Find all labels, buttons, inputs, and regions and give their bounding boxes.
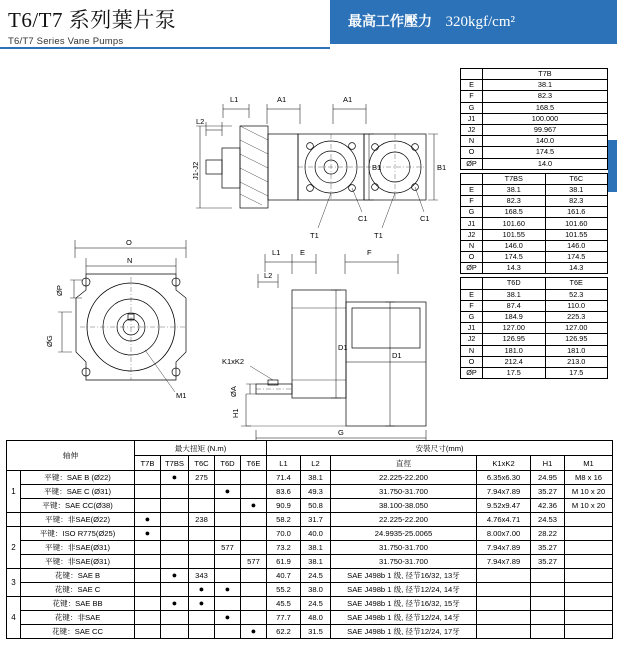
row-t7bs: ● [161,569,189,583]
svg-text:K1xK2: K1xK2 [222,357,245,366]
row-t6d [215,597,241,611]
th-mount: 安裝尺寸(mm) [267,441,613,456]
row-h1 [531,611,565,625]
row-dia: SAE J498b 1 级, 径节12/24, 14牙 [331,611,477,625]
table-row [7,499,613,513]
spec-row-label: ØP [461,263,483,274]
row-m1: M8 x 16 [565,471,613,485]
row-t6c [189,499,215,513]
svg-text:G: G [338,428,344,437]
spec-cell: 52.3 [545,289,608,300]
row-t7b: ● [135,513,161,527]
spec-row-label: E [461,289,483,300]
row-l1: 90.9 [267,499,301,513]
spec-cell: 161.6 [545,207,608,218]
row-group [7,513,21,527]
row-dia: 22.225-22.200 [331,471,477,485]
row-t7b [135,471,161,485]
row-m1 [565,569,613,583]
row-l2: 50.8 [301,499,331,513]
spec-row-label: G [461,102,483,113]
spec-row-label: N [461,136,483,147]
row-dia: SAE J498b 1 级, 径节12/24, 17牙 [331,625,477,639]
row-t7bs [161,499,189,513]
table-row [7,527,613,541]
row-l2: 24.5 [301,569,331,583]
svg-text:D1: D1 [392,351,402,360]
row-l1: 45.5 [267,597,301,611]
table-row [7,541,613,555]
row-dia: SAE J498b 1 级, 径节16/32, 15牙 [331,597,477,611]
svg-text:L1: L1 [272,248,281,257]
spec-cell: 146.0 [483,240,546,251]
row-t6e: 577 [241,555,267,569]
row-t6e: ● [241,625,267,639]
row-h1 [531,583,565,597]
row-dia: 31.750-31.700 [331,541,477,555]
row-t7bs [161,583,189,597]
row-l1: 70.0 [267,527,301,541]
side-tab-marker [608,140,617,192]
spec-cell: 181.0 [545,345,608,356]
spec-cell: 126.95 [483,334,546,345]
row-m1 [565,527,613,541]
row-t6d: 577 [215,541,241,555]
spec-cell: 101.55 [483,229,546,240]
table-row [7,569,613,583]
spec-row-label: J2 [461,334,483,345]
th-torque: 最大扭矩 (N.m) [135,441,267,456]
svg-text:B1: B1 [437,163,447,172]
spec-cell: 14.3 [483,263,546,274]
row-t7bs [161,527,189,541]
svg-text:A1: A1 [343,95,353,104]
row-m1: M 10 x 20 [565,499,613,513]
row-l2: 48.0 [301,611,331,625]
spec-cell: 225.3 [545,311,608,322]
spec-cell: 184.9 [483,311,546,322]
row-l2: 38.1 [301,555,331,569]
row-group: 3 [7,569,21,597]
row-h1: 24.95 [531,471,565,485]
row-k [477,583,531,597]
row-k: 4.76x4.71 [477,513,531,527]
spec-cell: 38.1 [483,80,608,91]
row-l1: 73.2 [267,541,301,555]
th-model-t6e: T6E [241,456,267,471]
svg-text:N: N [127,256,133,265]
svg-text:D1: D1 [338,343,348,352]
row-t6e [241,471,267,485]
row-k: 8.00x7.00 [477,527,531,541]
spec-header-blank [461,69,483,80]
svg-text:T1: T1 [374,231,383,240]
row-t6d [215,499,241,513]
th-dim-l1: L1 [267,456,301,471]
row-l1: 55.2 [267,583,301,597]
row-t6e [241,569,267,583]
row-t7bs [161,611,189,625]
row-t7bs [161,513,189,527]
spec-cell: 212.4 [483,356,546,367]
row-m1 [565,583,613,597]
row-k: 7.94x7.89 [477,541,531,555]
svg-text:H1: H1 [231,408,240,418]
row-l2: 38.0 [301,583,331,597]
spec-cell: 126.95 [545,334,608,345]
row-dia: 31.750-31.700 [331,555,477,569]
row-m1 [565,513,613,527]
row-t6c: ● [189,583,215,597]
row-l2: 38.1 [301,541,331,555]
th-dim-k: K1xK2 [477,456,531,471]
th-dim-h1: H1 [531,456,565,471]
spec-row-label: G [461,207,483,218]
svg-text:T1: T1 [310,231,319,240]
row-t6d [215,527,241,541]
row-l2: 49.3 [301,485,331,499]
row-t6d: ● [215,611,241,625]
spec-row-label: O [461,252,483,263]
row-h1: 42.36 [531,499,565,513]
row-t7b [135,611,161,625]
row-l2: 40.0 [301,527,331,541]
row-t6c: 275 [189,471,215,485]
row-h1: 28.22 [531,527,565,541]
svg-text:C1: C1 [358,214,368,223]
row-t7b [135,625,161,639]
row-t6c: ● [189,597,215,611]
pressure-banner [330,0,617,44]
spec-cell: 181.0 [483,345,546,356]
spec-table-t6d-t6e [460,277,608,379]
spec-row-label: F [461,300,483,311]
row-dia: SAE J498b 1 级, 径节16/32, 13牙 [331,569,477,583]
spec-cell: 82.3 [483,91,608,102]
spec-header-t7b: T7B [483,69,608,80]
spec-header-blank [461,278,483,289]
spec-cell: 101.60 [545,218,608,229]
table-row [7,513,613,527]
row-t6e [241,597,267,611]
row-l1: 40.7 [267,569,301,583]
row-h1 [531,597,565,611]
spec-cell: 146.0 [545,240,608,251]
table-row [7,597,613,611]
row-m1 [565,625,613,639]
spec-cell: 14.0 [483,158,608,169]
row-k: 7.94x7.89 [477,555,531,569]
row-group: 4 [7,597,21,639]
row-k [477,625,531,639]
spec-row-label: ØP [461,367,483,378]
table-row [7,471,613,485]
pressure-value: 320kgf/cm² [445,14,515,30]
spec-row-label: J1 [461,218,483,229]
row-shaft: 花键：SAE B [21,569,135,583]
row-t6c [189,541,215,555]
svg-text:L1: L1 [230,95,239,104]
spec-header-blank [461,173,483,184]
spec-cell: 14.3 [545,263,608,274]
svg-text:J1-J2: J1-J2 [191,161,200,180]
row-t6e [241,527,267,541]
row-t6c [189,527,215,541]
row-shaft: 平键：SAE C (Ø31) [21,485,135,499]
spec-cell: 174.5 [483,252,546,263]
spec-cell: 174.5 [483,147,608,158]
spec-cell: 127.00 [545,323,608,334]
row-shaft: 花键：SAE BB [21,597,135,611]
row-t6d [215,471,241,485]
spec-row-label: ØP [461,158,483,169]
row-t7b [135,485,161,499]
spec-cell: 168.5 [483,102,608,113]
row-l1: 62.2 [267,625,301,639]
table-row [7,611,613,625]
row-t7b [135,499,161,513]
svg-text:ØA: ØA [229,386,238,397]
page-header [0,0,617,52]
svg-text:B1: B1 [372,163,382,172]
row-l1: 71.4 [267,471,301,485]
row-t7b [135,583,161,597]
row-shaft: 平键：SAE CC(Ø38) [21,499,135,513]
header-titles [8,4,176,47]
svg-text:O: O [126,238,132,247]
row-t7bs [161,541,189,555]
spec-cell: 110.0 [545,300,608,311]
row-shaft: 花键：非SAE [21,611,135,625]
row-k: 6.35x6.30 [477,471,531,485]
row-shaft: 花键：SAE CC [21,625,135,639]
row-t7bs [161,485,189,499]
row-t7bs: ● [161,471,189,485]
table-row [7,485,613,499]
svg-text:M1: M1 [176,391,187,400]
th-model-t6c: T6C [189,456,215,471]
row-t6c: 343 [189,569,215,583]
spec-row-label: O [461,356,483,367]
spec-row-label: N [461,345,483,356]
row-t6e: ● [241,499,267,513]
spec-cell: 127.00 [483,323,546,334]
row-t7bs [161,555,189,569]
row-t6d: ● [215,583,241,597]
pressure-label: 最高工作壓力 [348,15,432,30]
row-shaft: 平键：SAE B (Ø22) [21,471,135,485]
spec-row-label: J2 [461,124,483,135]
spec-cell: 82.3 [483,196,546,207]
row-h1: 24.53 [531,513,565,527]
th-model-t7bs: T7BS [161,456,189,471]
th-model-t7b: T7B [135,456,161,471]
row-t6e [241,583,267,597]
th-shaft: 轴伸 [7,441,135,471]
row-t7b [135,597,161,611]
row-h1: 35.27 [531,485,565,499]
spec-cell: 99.967 [483,124,608,135]
row-shaft: 平键：非SAE(Ø22) [21,513,135,527]
spec-cell: 17.5 [545,367,608,378]
spec-row-label: J2 [461,229,483,240]
spec-header-t7bs: T7BS [483,173,546,184]
row-shaft: 平键：ISO R775(Ø25) [21,527,135,541]
table-row [7,583,613,597]
row-m1 [565,611,613,625]
row-group: 1 [7,471,21,513]
row-k [477,597,531,611]
row-m1: M 10 x 20 [565,485,613,499]
row-m1 [565,541,613,555]
spec-row-label: E [461,184,483,195]
page-subtitle: T6/T7 Series Vane Pumps [8,36,124,47]
row-h1 [531,569,565,583]
row-dia: 38.100-38.050 [331,499,477,513]
row-t6c [189,555,215,569]
spec-row-label: N [461,240,483,251]
spec-row-label: F [461,91,483,102]
row-dia: 24.9935-25.0065 [331,527,477,541]
row-h1 [531,625,565,639]
row-t7b [135,569,161,583]
svg-text:A1: A1 [277,95,287,104]
row-k [477,611,531,625]
th-dim-m1: M1 [565,456,613,471]
row-t6e [241,611,267,625]
spec-cell: 140.0 [483,136,608,147]
th-dim-l2: L2 [301,456,331,471]
row-shaft: 平键：非SAE(Ø31) [21,541,135,555]
row-t7bs [161,625,189,639]
spec-header-t6c: T6C [545,173,608,184]
row-shaft: 花键：SAE C [21,583,135,597]
spec-row-label: F [461,196,483,207]
row-t6d: ● [215,485,241,499]
header-divider [0,47,330,49]
row-l2: 24.5 [301,597,331,611]
th-model-t6d: T6D [215,456,241,471]
row-l1: 61.9 [267,555,301,569]
shaft-options-table [6,440,612,639]
spec-cell: 213.0 [545,356,608,367]
row-t7b [135,541,161,555]
spec-header-t6d: T6D [483,278,546,289]
row-t6c [189,625,215,639]
spec-table-t7bs-t6c [460,173,608,275]
row-k [477,569,531,583]
row-l2: 31.5 [301,625,331,639]
svg-text:ØG: ØG [45,335,54,347]
row-l1: 58.2 [267,513,301,527]
spec-row-label: J1 [461,323,483,334]
row-t6c [189,485,215,499]
th-dim-dia: 直徑 [331,456,477,471]
spec-table-t7b [460,68,608,170]
spec-cell: 168.5 [483,207,546,218]
svg-text:F: F [367,248,372,257]
spec-row-label: O [461,147,483,158]
spec-cell: 38.1 [483,289,546,300]
spec-cell: 100.000 [483,113,608,124]
row-dia: SAE J498b 1 级, 径节12/24, 14牙 [331,583,477,597]
table-row [7,555,613,569]
svg-text:L2: L2 [264,271,273,280]
spec-row-label: E [461,80,483,91]
spec-cell: 38.1 [545,184,608,195]
technical-drawing [0,62,460,437]
spec-cell: 101.55 [545,229,608,240]
svg-text:ØP: ØP [55,285,64,296]
row-t6c: 238 [189,513,215,527]
row-t6e [241,513,267,527]
spec-header-t6e: T6E [545,278,608,289]
page-title: T6/T7 系列葉片泵 [8,8,177,32]
row-l2: 31.7 [301,513,331,527]
row-t6e [241,485,267,499]
row-k: 9.52x9.47 [477,499,531,513]
row-h1: 35.27 [531,541,565,555]
row-shaft: 平键：非SAE(Ø31) [21,555,135,569]
spec-row-label: G [461,311,483,322]
row-h1: 35.27 [531,555,565,569]
row-dia: 22.225-22.200 [331,513,477,527]
spec-cell: 82.3 [545,196,608,207]
row-l2: 38.1 [301,471,331,485]
spec-cell: 38.1 [483,184,546,195]
row-dia: 31.750-31.700 [331,485,477,499]
row-m1 [565,555,613,569]
row-t6d [215,625,241,639]
row-t6c [189,611,215,625]
spec-tables [460,68,608,379]
svg-text:L2: L2 [196,117,205,126]
svg-text:C1: C1 [420,214,430,223]
row-t7b [135,555,161,569]
row-t6d [215,513,241,527]
row-l1: 83.6 [267,485,301,499]
spec-row-label: J1 [461,113,483,124]
spec-cell: 101.60 [483,218,546,229]
row-t7bs: ● [161,597,189,611]
svg-text:E: E [300,248,306,257]
row-group: 2 [7,527,21,569]
spec-cell: 87.4 [483,300,546,311]
table-row [7,625,613,639]
row-t6e [241,541,267,555]
row-t7b: ● [135,527,161,541]
row-k: 7.94x7.89 [477,485,531,499]
spec-cell: 17.5 [483,367,546,378]
row-t6d [215,555,241,569]
row-t6d [215,569,241,583]
row-l1: 77.7 [267,611,301,625]
spec-cell: 174.5 [545,252,608,263]
row-m1 [565,597,613,611]
